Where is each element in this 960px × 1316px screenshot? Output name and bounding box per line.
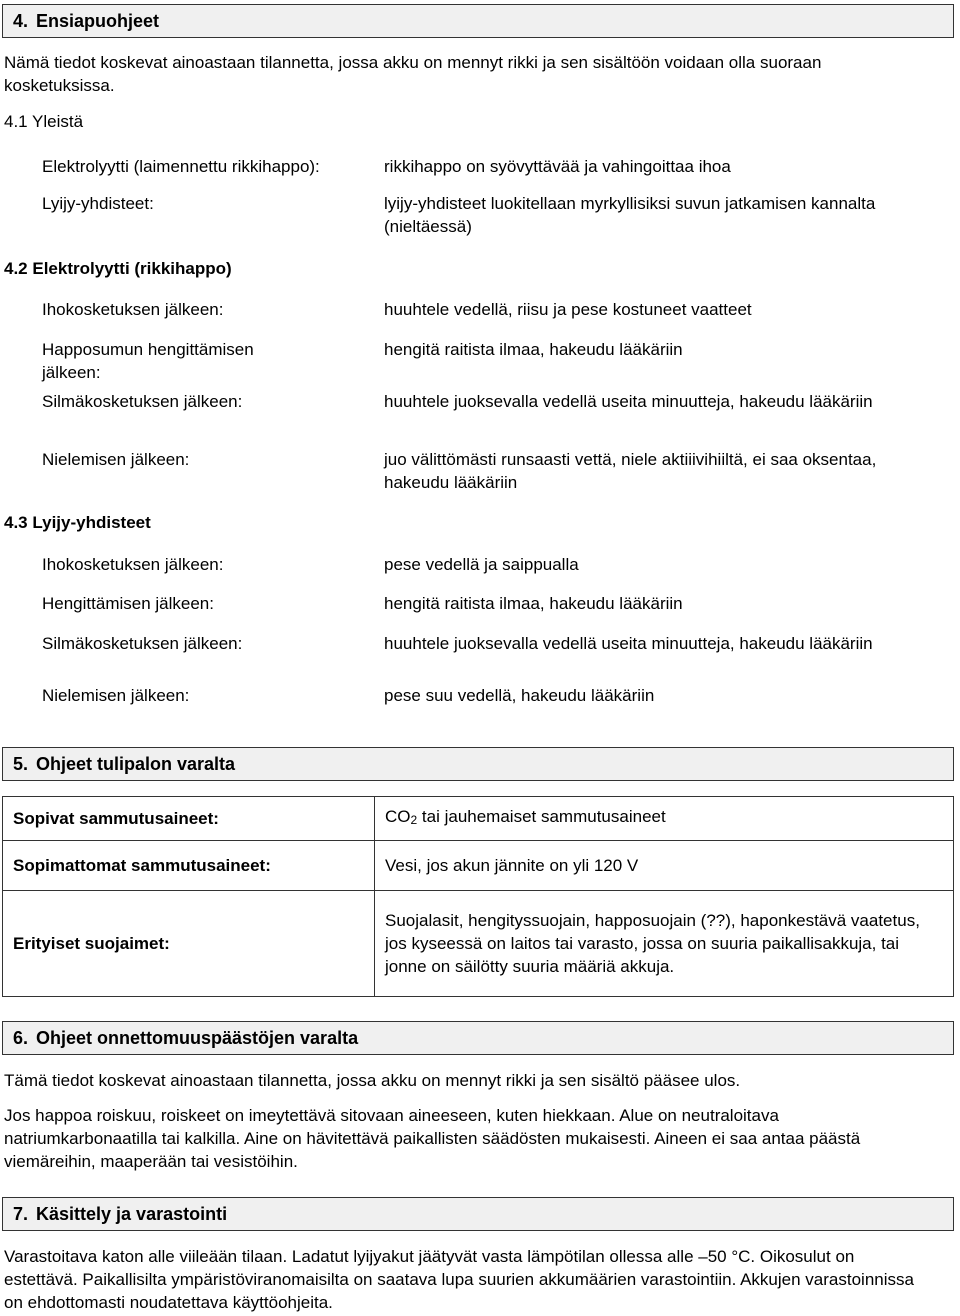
section-7-paragraph: Varastoitava katon alle viileään tilaan. Ladatut lyijyakut jäätyvät vasta lämpötilan ollessa alle –50 °C. Oikosulut on estettävä. Paikallisilta ympäristöviranomaisilta on saatava lupa suurien akkumäärien varastointiin. Akkujen varastoinnissa on ehdottomasti noudatettava käyttöohjeita. (4, 1247, 914, 1312)
section-6-paragraph-2: Jos happoa roiskuu, roiskeet on imeytettävä sitovaan aineeseen, kuten hiekkaan. Alue on neutraloitava natriumkarbonaatilla tai kalkilla. Aine on hävitettävä paikallisten säädösten mukaisesti. Aineen ei saa antaa päästä viemäreihin, maaperään tai vesistöihin. (4, 1106, 861, 1171)
table-label-cell: Erityiset suojaimet: (3, 891, 375, 997)
value-rest: tai jauhemaiset sammutusaineet (417, 807, 666, 826)
section-5-header (2, 747, 954, 781)
row-label: Silmäkosketuksen jälkeen: (42, 634, 243, 653)
table-value-cell: Suojalasit, hengityssuojain, happosuojain (??), haponkestävä vaatetus, jos kyseessä on laitos tai varasto, jossa on suuria paikallisakkuja, tai jonne on säilötty suuria määriä akkuja. (375, 891, 954, 997)
row-label: Hengittämisen jälkeen: (42, 594, 214, 613)
table-row (3, 841, 954, 891)
row-value: huuhtele juoksevalla vedellä useita minuutteja, hakeudu lääkäriin (384, 634, 873, 653)
row-label: Silmäkosketuksen jälkeen: (42, 392, 243, 411)
section-number: 4. (13, 11, 29, 31)
subscript: 2 (410, 813, 418, 827)
table-label-cell: Sopimattomat sammutusaineet: (3, 841, 375, 891)
row-value: huuhtele vedellä, riisu ja pese kostuneet vaatteet (384, 300, 752, 319)
subsection-4-2-title: 4.2 Elektrolyytti (rikkihappo) (4, 259, 232, 278)
section-title: Ohjeet tulipalon varalta (36, 754, 236, 774)
section-title: Ensiapuohjeet (36, 11, 160, 31)
row-value: pese suu vedellä, hakeudu lääkäriin (384, 686, 655, 705)
row-value: juo välittömästi runsaasti vettä, niele aktiiivihiiltä, ei saa oksentaa, hakeudu lääkäriin (384, 450, 877, 492)
section-4-intro: Nämä tiedot koskevat ainoastaan tilannetta, jossa akku on mennyt rikki ja sen sisältöön voidaan olla suoraan kosketuksissa. (4, 53, 822, 95)
section-number: 6. (13, 1028, 29, 1048)
fire-measures-table (2, 796, 954, 997)
table-row (3, 797, 954, 841)
section-number: 5. (13, 754, 29, 774)
subsection-4-1-title: 4.1 Yleistä (4, 112, 84, 131)
row-label: Nielemisen jälkeen: (42, 686, 190, 705)
row-label: Ihokosketuksen jälkeen: (42, 555, 224, 574)
row-value: rikkihappo on syövyttävää ja vahingoittaa ihoa (384, 157, 731, 176)
table-label-cell: Sopivat sammutusaineet: (3, 797, 375, 841)
section-6-header (2, 1021, 954, 1055)
row-label: Happosumun hengittämisen jälkeen: (42, 340, 254, 382)
row-label: Elektrolyytti (laimennettu rikkihappo): (42, 157, 320, 176)
row-label: Ihokosketuksen jälkeen: (42, 300, 224, 319)
section-7-header (2, 1197, 954, 1231)
table-row (3, 891, 954, 997)
section-4-header (2, 4, 954, 38)
section-number: 7. (13, 1204, 29, 1224)
section-6-paragraph-1: Tämä tiedot koskevat ainoastaan tilannetta, jossa akku on mennyt rikki ja sen sisältö pääsee ulos. (4, 1071, 741, 1090)
section-title: Ohjeet onnettomuuspäästöjen varalta (36, 1028, 359, 1048)
row-label: Nielemisen jälkeen: (42, 450, 190, 469)
row-label: Lyijy-yhdisteet: (42, 194, 154, 213)
table-value-cell (375, 797, 954, 841)
row-value: huuhtele juoksevalla vedellä useita minuutteja, hakeudu lääkäriin (384, 392, 873, 411)
row-value: hengitä raitista ilmaa, hakeudu lääkäriin (384, 594, 683, 613)
section-title: Käsittely ja varastointi (36, 1204, 228, 1224)
row-value: pese vedellä ja saippualla (384, 555, 579, 574)
co2-text: CO (385, 807, 411, 826)
row-value: lyijy-yhdisteet luokitellaan myrkyllisiksi suvun jatkamisen kannalta (nieltäessä) (384, 194, 876, 236)
table-value-cell: Vesi, jos akun jännite on yli 120 V (375, 841, 954, 891)
subsection-4-3-title: 4.3 Lyijy-yhdisteet (4, 513, 151, 532)
row-value: hengitä raitista ilmaa, hakeudu lääkäriin (384, 340, 683, 359)
